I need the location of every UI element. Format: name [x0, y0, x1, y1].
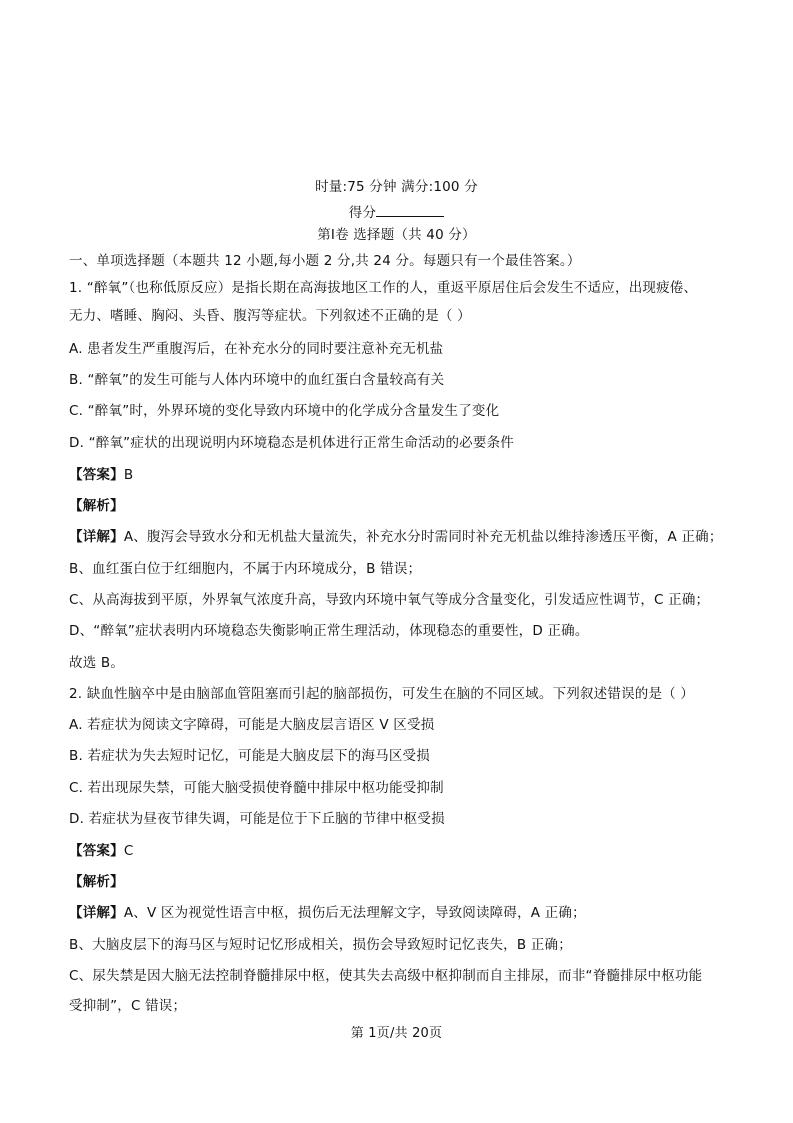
q2-detail-line4: 受抑制”，C 错误；	[69, 998, 187, 1014]
q1-option-d: D. “醉氧”症状的出现说明内环境稳态是机体进行正常生命活动的必要条件	[69, 435, 514, 451]
q1-detail-line3: C、从高海拔到平原，外界氧气浓度升高，导致内环境中氧气等成分含量变化，引发适应性调节，C 正确；	[69, 592, 710, 608]
q2-detail-label: 【详解】	[69, 905, 124, 921]
section-intro: 一、单项选择题（本题共 12 小题,每小题 2 分,共 24 分。每题只有一个最佳答案。）	[69, 253, 581, 269]
q1-detail-text1: A、腹泻会导致水分和无机盐大量流失，补充水分时需同时补充无机盐以维持渗透压平衡，A 正确；	[123, 529, 723, 545]
q1-detail-line2: B、血红蛋白位于红细胞内，不属于内环境成分，B 错误；	[69, 561, 422, 577]
q1-answer	[69, 466, 133, 484]
q2-detail-line2: B、大脑皮层下的海马区与短时记忆形成相关，损伤会导致短时记忆丧失，B 正确；	[69, 937, 572, 953]
q2-detail-text1: A、V 区为视觉性语言中枢，损伤后无法理解文字，导致阅读障碍，A 正确；	[123, 905, 586, 921]
q1-detail-label: 【详解】	[69, 529, 124, 545]
q2-option-a: A. 若症状为阅读文字障碍，可能是大脑皮层言语区 V 区受损	[69, 717, 435, 733]
q1-option-b: B. “醉氧”的发生可能与人体内环境中的血红蛋白含量较高有关	[69, 372, 445, 388]
q2-option-d: D. 若症状为昼夜节律失调，可能是位于下丘脑的节律中枢受损	[69, 811, 445, 827]
q1-answer-label: 【答案】	[69, 467, 124, 483]
q2-option-c: C. 若出现尿失禁，可能大脑受损使脊髓中排尿中枢功能受抑制	[69, 780, 444, 796]
q2-detail-line1	[69, 904, 586, 922]
q2-stem-line1: 2. 缺血性脑卒中是由脑部血管阻塞而引起的脑部损伤，可发生在脑的不同区域。下列叙述错误的是（ ）	[69, 686, 695, 702]
q1-analysis-label: 【解析】	[69, 498, 124, 514]
q1-detail-line1	[69, 528, 723, 546]
exam-time-score: 时量:75 分钟 满分:100 分	[315, 179, 478, 195]
q1-option-c: C. “醉氧”时，外界环境的变化导致内环境中的化学成分含量发生了变化	[69, 403, 500, 419]
q2-answer-label: 【答案】	[69, 843, 124, 859]
q1-stem-line1: 1. “醉氧”（也称低原反应）是指长期在高海拔地区工作的人，重返平原居住后会发生不适应，出现疲倦、	[69, 280, 698, 296]
section-title: 第Ⅰ卷 选择题（共 40 分）	[317, 227, 476, 243]
q2-analysis-label: 【解析】	[69, 874, 124, 890]
q1-option-a: A. 患者发生严重腹泻后，在补充水分的同时要注意补充无机盐	[69, 341, 444, 357]
q2-answer-value: C	[123, 843, 134, 859]
q1-stem-line2: 无力、嗜睡、胸闷、头昏、腹泻等症状。下列叙述不正确的是（ ）	[69, 308, 471, 324]
q1-detail-line4: D、“醉氧”症状表明内环境稳态失衡影响正常生理活动，体现稳态的重要性，D 正确。	[69, 623, 589, 639]
q2-detail-line3: C、尿失禁是因大脑无法控制脊髓排尿中枢，使其失去高级中枢抑制而自主排尿，而非“脊髓排尿中枢功能	[69, 968, 703, 984]
page-number: 第 1页/共 20页	[350, 1026, 443, 1041]
score-blank	[376, 202, 444, 217]
q1-answer-value: B	[123, 467, 134, 483]
score-field	[0, 202, 793, 222]
q2-option-b: B. 若症状为失去短时记忆，可能是大脑皮层下的海马区受损	[69, 748, 430, 764]
q2-answer	[69, 842, 133, 860]
score-label: 得分	[348, 205, 377, 221]
q1-conclusion: 故选 B。	[69, 655, 125, 671]
